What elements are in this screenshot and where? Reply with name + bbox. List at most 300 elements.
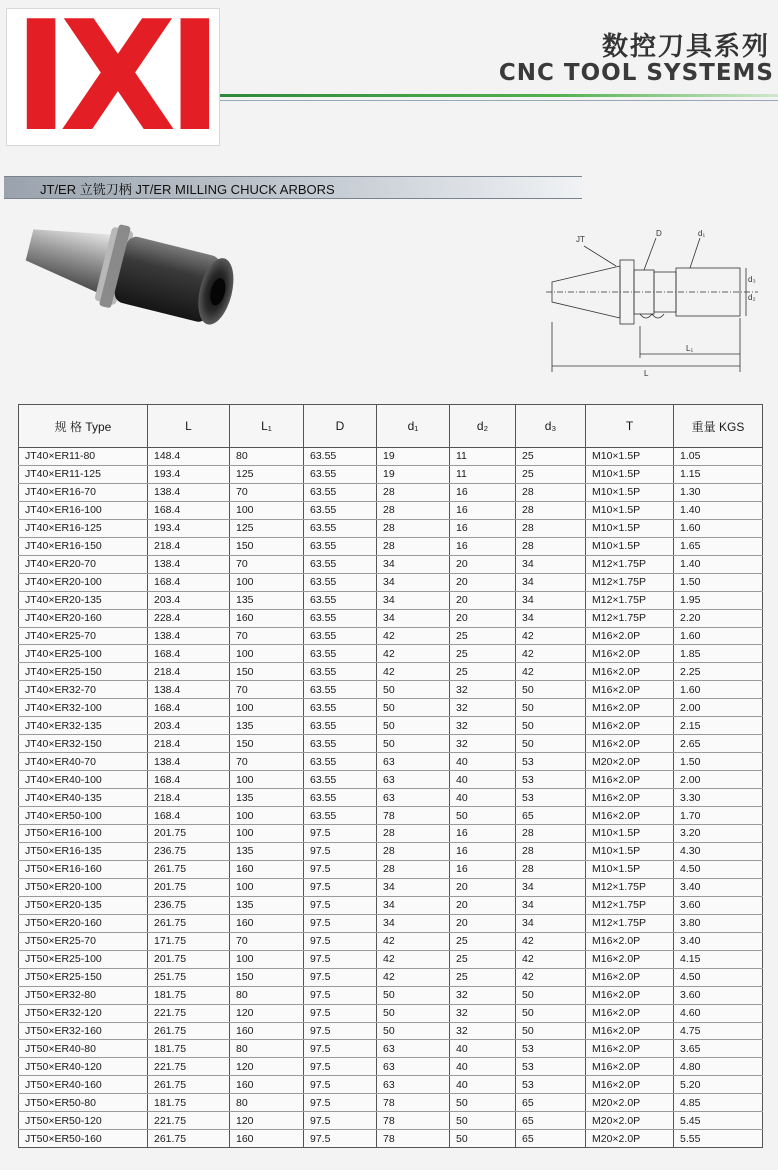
cell-d: 63.55 <box>304 573 377 591</box>
cell-l: 261.75 <box>148 914 230 932</box>
cell-l1: 125 <box>230 465 304 483</box>
cell-l: 168.4 <box>148 573 230 591</box>
cell-d1: 28 <box>377 842 450 860</box>
cell-thread: M12×1.75P <box>586 609 674 627</box>
cell-type: JT50×ER40-80 <box>19 1040 148 1058</box>
cell-d2: 50 <box>450 1094 516 1112</box>
table-row <box>19 483 763 501</box>
cell-thread: M16×2.0P <box>586 1022 674 1040</box>
cell-l1: 135 <box>230 789 304 807</box>
cell-d: 97.5 <box>304 860 377 878</box>
cell-weight: 1.05 <box>674 448 763 466</box>
product-photo <box>20 214 242 330</box>
table-row <box>19 1112 763 1130</box>
cell-type: JT40×ER20-135 <box>19 591 148 609</box>
cell-weight: 2.20 <box>674 609 763 627</box>
cell-type: JT40×ER32-150 <box>19 735 148 753</box>
cell-thread: M10×1.5P <box>586 465 674 483</box>
cell-d2: 11 <box>450 448 516 466</box>
cell-weight: 4.85 <box>674 1094 763 1112</box>
table-row <box>19 537 763 555</box>
cell-weight: 1.15 <box>674 465 763 483</box>
cell-type: JT50×ER25-150 <box>19 968 148 986</box>
cell-l1: 150 <box>230 968 304 986</box>
cell-d3: 50 <box>516 1022 586 1040</box>
cell-type: JT50×ER50-120 <box>19 1112 148 1130</box>
table-row <box>19 771 763 789</box>
table-row <box>19 825 763 843</box>
cell-weight: 3.80 <box>674 914 763 932</box>
cell-d3: 34 <box>516 878 586 896</box>
cell-thread: M20×2.0P <box>586 753 674 771</box>
cell-d2: 25 <box>450 968 516 986</box>
cell-d3: 53 <box>516 771 586 789</box>
cell-l1: 100 <box>230 771 304 789</box>
table-header-row <box>19 405 763 448</box>
cell-d1: 34 <box>377 573 450 591</box>
table-row <box>19 1076 763 1094</box>
cell-l: 221.75 <box>148 1004 230 1022</box>
brand-logo <box>6 0 220 165</box>
cell-l1: 150 <box>230 735 304 753</box>
cell-l: 218.4 <box>148 735 230 753</box>
cell-l: 201.75 <box>148 950 230 968</box>
cell-d: 63.55 <box>304 807 377 825</box>
table-row <box>19 555 763 573</box>
cell-d1: 50 <box>377 681 450 699</box>
cell-d2: 25 <box>450 950 516 968</box>
cell-d2: 25 <box>450 663 516 681</box>
cell-d2: 16 <box>450 537 516 555</box>
cell-type: JT50×ER20-135 <box>19 896 148 914</box>
cell-l1: 135 <box>230 591 304 609</box>
cell-d3: 28 <box>516 483 586 501</box>
cell-thread: M16×2.0P <box>586 699 674 717</box>
cell-thread: M10×1.5P <box>586 501 674 519</box>
cell-l: 148.4 <box>148 448 230 466</box>
cell-l1: 70 <box>230 753 304 771</box>
cell-weight: 4.15 <box>674 950 763 968</box>
cell-l: 236.75 <box>148 896 230 914</box>
cell-d3: 34 <box>516 609 586 627</box>
cell-thread: M12×1.75P <box>586 896 674 914</box>
cell-d1: 63 <box>377 1040 450 1058</box>
cell-type: JT50×ER25-70 <box>19 932 148 950</box>
cell-thread: M10×1.5P <box>586 860 674 878</box>
cell-d2: 32 <box>450 681 516 699</box>
cell-d2: 20 <box>450 896 516 914</box>
table-row <box>19 717 763 735</box>
schematic-label-l: L <box>644 369 649 378</box>
cell-l1: 80 <box>230 1094 304 1112</box>
cell-l: 221.75 <box>148 1112 230 1130</box>
cell-d2: 32 <box>450 1004 516 1022</box>
cell-d3: 50 <box>516 699 586 717</box>
cell-l: 203.4 <box>148 591 230 609</box>
cell-d: 97.5 <box>304 1094 377 1112</box>
cell-d: 97.5 <box>304 896 377 914</box>
cell-d: 97.5 <box>304 1112 377 1130</box>
cell-d3: 42 <box>516 950 586 968</box>
cell-l: 181.75 <box>148 1040 230 1058</box>
cell-d3: 25 <box>516 448 586 466</box>
cell-weight: 1.85 <box>674 645 763 663</box>
spec-table <box>18 404 763 1148</box>
cell-d2: 16 <box>450 501 516 519</box>
cell-d2: 32 <box>450 735 516 753</box>
cell-l1: 120 <box>230 1112 304 1130</box>
cell-d1: 19 <box>377 465 450 483</box>
cell-l: 168.4 <box>148 645 230 663</box>
column-header-weight: 重量 KGS <box>674 405 763 448</box>
table-row <box>19 573 763 591</box>
cell-weight: 1.60 <box>674 681 763 699</box>
cell-d2: 40 <box>450 771 516 789</box>
cell-l1: 100 <box>230 645 304 663</box>
cell-d: 63.55 <box>304 501 377 519</box>
cell-weight: 4.30 <box>674 842 763 860</box>
cell-weight: 4.50 <box>674 860 763 878</box>
cell-l: 261.75 <box>148 1022 230 1040</box>
cell-d2: 25 <box>450 645 516 663</box>
cell-d2: 20 <box>450 609 516 627</box>
cell-thread: M16×2.0P <box>586 681 674 699</box>
cell-d1: 63 <box>377 789 450 807</box>
cell-thread: M16×2.0P <box>586 663 674 681</box>
cell-d2: 40 <box>450 1058 516 1076</box>
cell-d: 97.5 <box>304 914 377 932</box>
cell-d2: 32 <box>450 699 516 717</box>
cell-d: 63.55 <box>304 537 377 555</box>
cell-thread: M10×1.5P <box>586 519 674 537</box>
cell-thread: M10×1.5P <box>586 448 674 466</box>
cell-d3: 53 <box>516 1040 586 1058</box>
cell-thread: M12×1.75P <box>586 555 674 573</box>
cell-type: JT40×ER20-160 <box>19 609 148 627</box>
table-row <box>19 1130 763 1148</box>
cell-d1: 28 <box>377 825 450 843</box>
table-row <box>19 519 763 537</box>
cell-d1: 19 <box>377 448 450 466</box>
schematic-label-d: D <box>656 229 662 238</box>
cell-thread: M16×2.0P <box>586 932 674 950</box>
table-row <box>19 753 763 771</box>
cell-l1: 160 <box>230 914 304 932</box>
cell-l: 168.4 <box>148 699 230 717</box>
cell-type: JT40×ER40-70 <box>19 753 148 771</box>
cell-thread: M16×2.0P <box>586 950 674 968</box>
cell-d: 63.55 <box>304 681 377 699</box>
cell-d: 63.55 <box>304 717 377 735</box>
cell-d2: 20 <box>450 555 516 573</box>
cell-d2: 16 <box>450 842 516 860</box>
cell-l1: 80 <box>230 986 304 1004</box>
table-row <box>19 1004 763 1022</box>
cell-d2: 16 <box>450 860 516 878</box>
cell-d: 63.55 <box>304 699 377 717</box>
cell-l1: 80 <box>230 448 304 466</box>
cell-d: 97.5 <box>304 1022 377 1040</box>
cell-l1: 160 <box>230 860 304 878</box>
cell-d1: 28 <box>377 860 450 878</box>
cell-type: JT50×ER16-100 <box>19 825 148 843</box>
cell-l: 261.75 <box>148 1076 230 1094</box>
cell-d1: 34 <box>377 555 450 573</box>
cell-d3: 28 <box>516 860 586 878</box>
cell-d3: 53 <box>516 1058 586 1076</box>
cell-d: 63.55 <box>304 627 377 645</box>
cell-thread: M12×1.75P <box>586 573 674 591</box>
cell-l: 168.4 <box>148 501 230 519</box>
column-header-d2: d₂ <box>450 405 516 448</box>
cell-d3: 34 <box>516 573 586 591</box>
cell-d1: 78 <box>377 807 450 825</box>
cell-d: 97.5 <box>304 825 377 843</box>
cell-d: 97.5 <box>304 1076 377 1094</box>
cell-d1: 34 <box>377 914 450 932</box>
cell-l1: 100 <box>230 501 304 519</box>
cell-l1: 100 <box>230 950 304 968</box>
table-row <box>19 699 763 717</box>
table-row <box>19 789 763 807</box>
cell-type: JT40×ER32-135 <box>19 717 148 735</box>
cell-d1: 50 <box>377 986 450 1004</box>
cell-d: 63.55 <box>304 735 377 753</box>
cell-d1: 28 <box>377 501 450 519</box>
cell-thread: M16×2.0P <box>586 968 674 986</box>
cell-d3: 50 <box>516 1004 586 1022</box>
cell-d2: 50 <box>450 807 516 825</box>
cell-d2: 20 <box>450 591 516 609</box>
cell-type: JT40×ER11-80 <box>19 448 148 466</box>
cell-d: 97.5 <box>304 950 377 968</box>
cell-d3: 25 <box>516 465 586 483</box>
cell-weight: 2.00 <box>674 771 763 789</box>
cell-thread: M16×2.0P <box>586 627 674 645</box>
cell-d: 63.55 <box>304 753 377 771</box>
cell-type: JT40×ER16-125 <box>19 519 148 537</box>
cell-d1: 50 <box>377 699 450 717</box>
header-divider <box>220 94 778 97</box>
cell-type: JT50×ER40-160 <box>19 1076 148 1094</box>
cell-type: JT40×ER25-100 <box>19 645 148 663</box>
cell-type: JT50×ER25-100 <box>19 950 148 968</box>
schematic-label-l1: L₁ <box>686 344 694 353</box>
cell-d3: 28 <box>516 825 586 843</box>
table-row <box>19 1040 763 1058</box>
cell-thread: M10×1.5P <box>586 825 674 843</box>
cell-weight: 1.50 <box>674 753 763 771</box>
cell-d1: 42 <box>377 645 450 663</box>
cell-l1: 135 <box>230 842 304 860</box>
cell-thread: M16×2.0P <box>586 789 674 807</box>
cell-d1: 78 <box>377 1094 450 1112</box>
cell-d3: 50 <box>516 735 586 753</box>
cell-l1: 135 <box>230 717 304 735</box>
cell-weight: 4.80 <box>674 1058 763 1076</box>
cell-l: 168.4 <box>148 807 230 825</box>
cell-d: 63.55 <box>304 609 377 627</box>
brand-title-chinese: 数控刀具系列 <box>601 32 770 62</box>
cell-weight: 2.25 <box>674 663 763 681</box>
cell-d1: 28 <box>377 483 450 501</box>
cell-weight: 3.60 <box>674 986 763 1004</box>
cell-d3: 50 <box>516 986 586 1004</box>
cell-l1: 150 <box>230 663 304 681</box>
cell-thread: M16×2.0P <box>586 807 674 825</box>
cell-l: 218.4 <box>148 663 230 681</box>
cell-l: 193.4 <box>148 519 230 537</box>
cell-d: 97.5 <box>304 968 377 986</box>
cell-d: 63.55 <box>304 519 377 537</box>
table-row <box>19 663 763 681</box>
cell-type: JT40×ER11-125 <box>19 465 148 483</box>
table-row <box>19 896 763 914</box>
cell-d2: 20 <box>450 878 516 896</box>
cell-d1: 42 <box>377 627 450 645</box>
cell-type: JT50×ER32-160 <box>19 1022 148 1040</box>
column-header-d3: d₃ <box>516 405 586 448</box>
table-row <box>19 878 763 896</box>
cell-weight: 3.65 <box>674 1040 763 1058</box>
cell-d: 63.55 <box>304 591 377 609</box>
cell-d1: 63 <box>377 771 450 789</box>
cell-l: 203.4 <box>148 717 230 735</box>
section-title: JT/ER 立铣刀柄 JT/ER MILLING CHUCK ARBORS <box>40 182 335 197</box>
cell-weight: 2.65 <box>674 735 763 753</box>
cell-thread: M10×1.5P <box>586 537 674 555</box>
cell-d: 97.5 <box>304 1004 377 1022</box>
cell-d1: 34 <box>377 609 450 627</box>
cell-type: JT50×ER40-120 <box>19 1058 148 1076</box>
cell-l: 171.75 <box>148 932 230 950</box>
schematic-label-jt: JT <box>576 235 585 244</box>
cell-weight: 3.20 <box>674 825 763 843</box>
cell-d2: 32 <box>450 986 516 1004</box>
cell-d3: 34 <box>516 914 586 932</box>
cell-d: 63.55 <box>304 448 377 466</box>
cell-d2: 40 <box>450 1040 516 1058</box>
cell-l: 138.4 <box>148 627 230 645</box>
cell-d: 97.5 <box>304 842 377 860</box>
cell-d2: 11 <box>450 465 516 483</box>
table-row <box>19 914 763 932</box>
cell-d3: 34 <box>516 555 586 573</box>
cell-weight: 1.50 <box>674 573 763 591</box>
cell-d: 97.5 <box>304 986 377 1004</box>
cell-l1: 100 <box>230 878 304 896</box>
cell-d: 63.55 <box>304 663 377 681</box>
cell-thread: M20×2.0P <box>586 1094 674 1112</box>
cell-l1: 150 <box>230 537 304 555</box>
cell-d2: 16 <box>450 825 516 843</box>
cell-l1: 70 <box>230 681 304 699</box>
cell-d: 63.55 <box>304 789 377 807</box>
cell-d2: 40 <box>450 789 516 807</box>
cell-l1: 100 <box>230 807 304 825</box>
cell-d3: 42 <box>516 932 586 950</box>
cell-d3: 65 <box>516 807 586 825</box>
cell-l1: 70 <box>230 555 304 573</box>
cell-d2: 20 <box>450 573 516 591</box>
cell-d2: 16 <box>450 519 516 537</box>
cell-d3: 42 <box>516 968 586 986</box>
cell-d1: 50 <box>377 1004 450 1022</box>
cell-type: JT40×ER20-70 <box>19 555 148 573</box>
cell-type: JT50×ER32-80 <box>19 986 148 1004</box>
column-header-type: 规 格 Type <box>19 405 148 448</box>
cell-l: 218.4 <box>148 537 230 555</box>
cell-l: 228.4 <box>148 609 230 627</box>
cell-weight: 3.60 <box>674 896 763 914</box>
cell-thread: M20×2.0P <box>586 1112 674 1130</box>
cell-type: JT40×ER50-100 <box>19 807 148 825</box>
cell-d1: 50 <box>377 1022 450 1040</box>
header-divider-thin <box>220 100 778 101</box>
cell-type: JT40×ER16-150 <box>19 537 148 555</box>
table-row <box>19 735 763 753</box>
cell-thread: M10×1.5P <box>586 483 674 501</box>
cell-l: 251.75 <box>148 968 230 986</box>
cell-type: JT40×ER40-135 <box>19 789 148 807</box>
cell-type: JT50×ER50-80 <box>19 1094 148 1112</box>
cell-d3: 42 <box>516 627 586 645</box>
cell-l1: 100 <box>230 825 304 843</box>
cell-l1: 120 <box>230 1058 304 1076</box>
cell-d3: 28 <box>516 537 586 555</box>
table-row <box>19 860 763 878</box>
cell-l1: 70 <box>230 932 304 950</box>
cell-d: 97.5 <box>304 878 377 896</box>
table-row <box>19 1094 763 1112</box>
cell-weight: 5.55 <box>674 1130 763 1148</box>
cell-d3: 50 <box>516 681 586 699</box>
cell-thread: M12×1.75P <box>586 591 674 609</box>
cell-thread: M12×1.75P <box>586 878 674 896</box>
table-row <box>19 501 763 519</box>
column-header-l1: L₁ <box>230 405 304 448</box>
cell-d: 63.55 <box>304 771 377 789</box>
cell-d1: 28 <box>377 519 450 537</box>
cell-d1: 34 <box>377 896 450 914</box>
cell-l1: 70 <box>230 627 304 645</box>
cell-d3: 34 <box>516 896 586 914</box>
cell-l: 218.4 <box>148 789 230 807</box>
cell-d2: 32 <box>450 717 516 735</box>
cell-d3: 42 <box>516 645 586 663</box>
cell-d1: 42 <box>377 932 450 950</box>
cell-thread: M10×1.5P <box>586 842 674 860</box>
cell-d2: 32 <box>450 1022 516 1040</box>
cell-d: 97.5 <box>304 1130 377 1148</box>
cell-d: 63.55 <box>304 483 377 501</box>
cell-l1: 135 <box>230 896 304 914</box>
cell-thread: M16×2.0P <box>586 735 674 753</box>
cell-weight: 4.75 <box>674 1022 763 1040</box>
cell-d3: 65 <box>516 1112 586 1130</box>
cell-d1: 50 <box>377 735 450 753</box>
cell-d3: 53 <box>516 753 586 771</box>
cell-thread: M16×2.0P <box>586 1076 674 1094</box>
cell-type: JT50×ER16-160 <box>19 860 148 878</box>
cell-weight: 2.15 <box>674 717 763 735</box>
cell-d: 97.5 <box>304 1040 377 1058</box>
cell-d3: 28 <box>516 501 586 519</box>
cell-l: 181.75 <box>148 986 230 1004</box>
table-row <box>19 645 763 663</box>
cell-weight: 3.40 <box>674 932 763 950</box>
cell-l1: 160 <box>230 1022 304 1040</box>
